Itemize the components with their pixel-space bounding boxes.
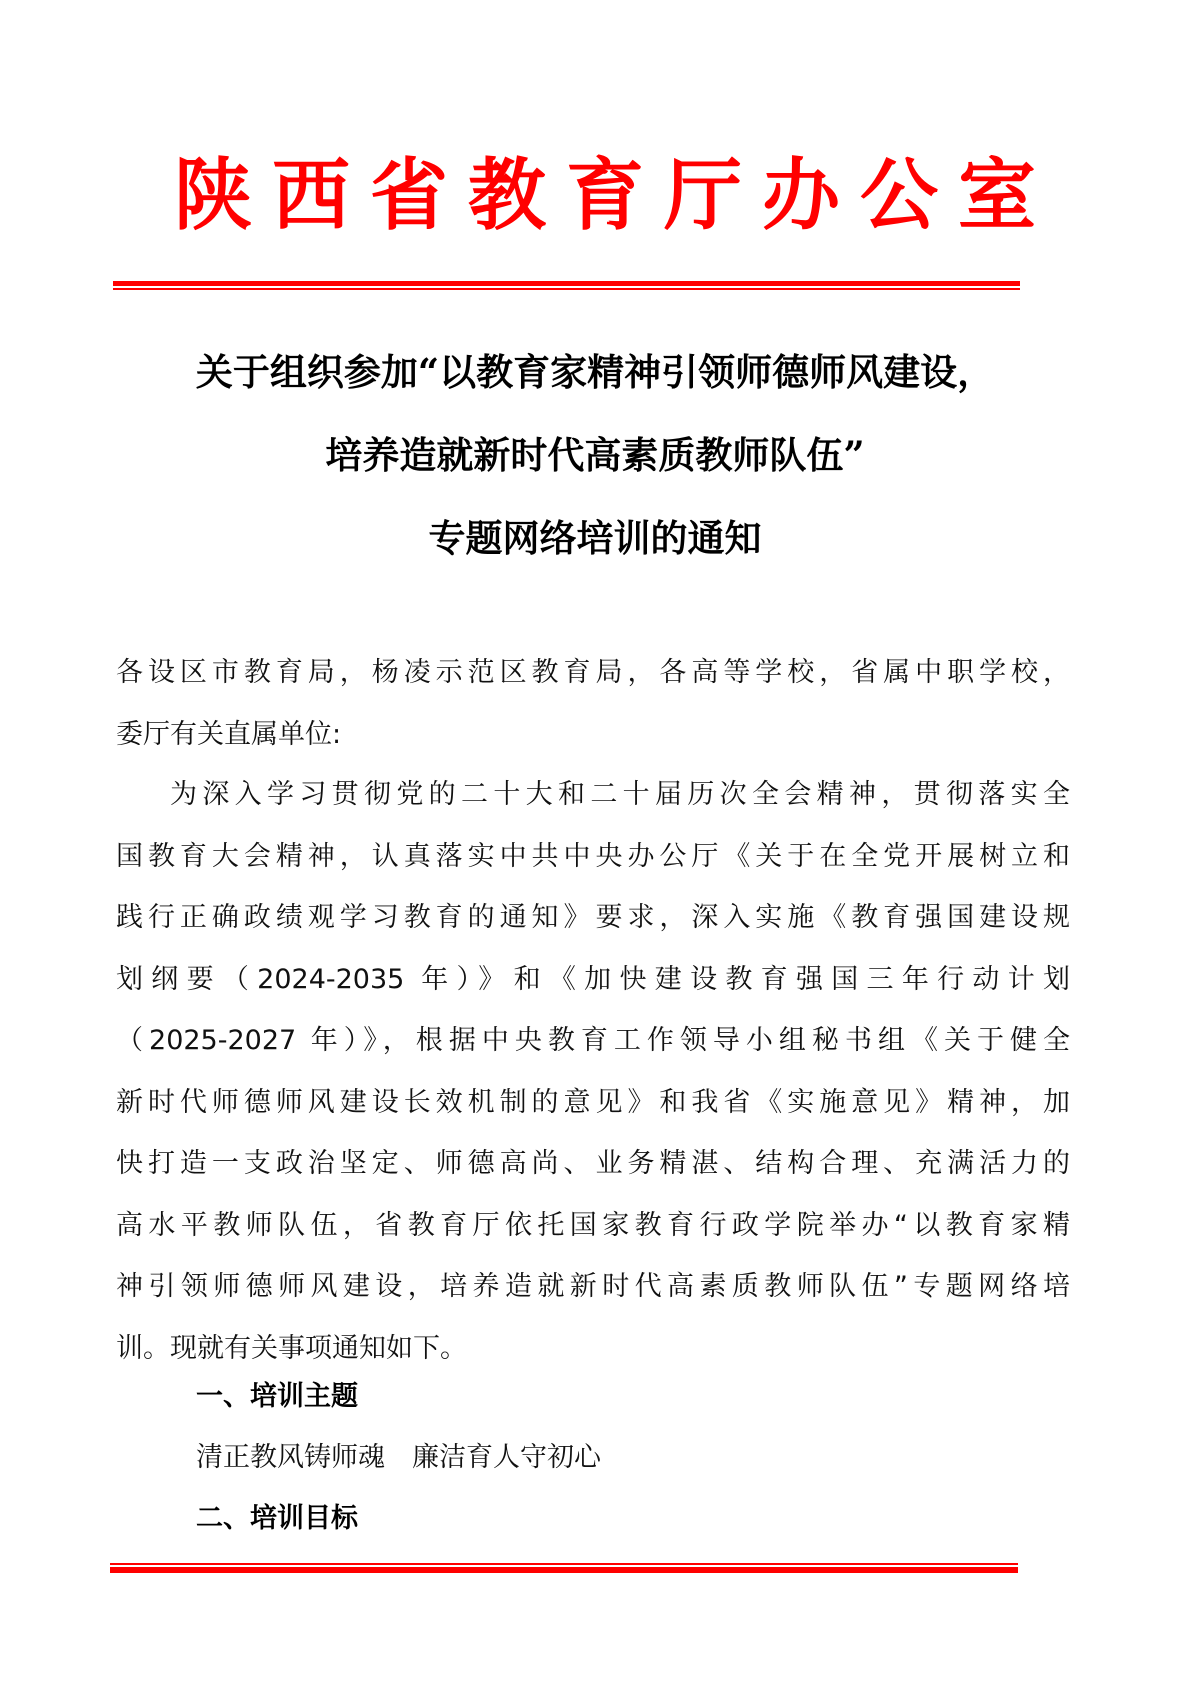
paragraph-line: 新时代师德师风建设长效机制的意见》和我省《实施意见》精神，加 — [116, 1086, 1070, 1118]
training-theme-text: 清正教风铸师魂 廉洁育人守初心 — [196, 1442, 601, 1473]
paragraph-line: 高水平教师队伍，省教育厅依托国家教育行政学院举办“以教育家精 — [116, 1209, 1070, 1241]
document-title-line-3: 专题网络培训的通知 — [428, 516, 762, 560]
body-paragraph — [116, 764, 1070, 1379]
document-title-line-2: 培养造就新时代高素质教师队伍” — [325, 433, 865, 477]
paragraph-line: （2025-2027 年）》，根据中央教育工作领导小组秘书组《关于健全 — [116, 1025, 1070, 1056]
issuer-masthead: 陕西省教育厅办公室 — [173, 150, 1056, 241]
salutation-line: 委厅有关直属单位: — [116, 718, 342, 750]
masthead-rule-thick — [113, 281, 1020, 286]
paragraph-line: 国教育大会精神，认真落实中共中央办公厅《关于在全党开展树立和 — [116, 840, 1070, 872]
salutation — [116, 642, 1070, 765]
footer-rule-thick — [110, 1567, 1018, 1573]
paragraph-line: 快打造一支政治坚定、师德高尚、业务精湛、结构合理、充满活力的 — [116, 1148, 1070, 1179]
section-heading-training-goals: 二、培训目标 — [196, 1503, 358, 1534]
document-title-line-1: 关于组织参加“以教育家精神引领师德师风建设， — [195, 350, 995, 394]
masthead-rule-thin — [113, 288, 1020, 290]
paragraph-line: 划纲要（2024-2035 年）》和《加快建设教育强国三年行动计划 — [116, 963, 1070, 995]
paragraph-line: 为深入学习贯彻党的二十大和二十届历次全会精神，贯彻落实全 — [170, 779, 1070, 810]
paragraph-line: 践行正确政绩观学习教育的通知》要求，深入实施《教育强国建设规 — [116, 902, 1070, 933]
salutation-line: 各设区市教育局，杨凌示范区教育局，各高等学校，省属中职学校， — [116, 657, 1070, 688]
footer-rule-thin — [110, 1563, 1018, 1565]
paragraph-line: 神引领师德师风建设，培养造就新时代高素质教师队伍”专题网络培 — [116, 1271, 1070, 1302]
paragraph-line: 训。现就有关事项通知如下。 — [116, 1332, 467, 1364]
section-heading-training-theme: 一、培训主题 — [196, 1381, 358, 1412]
